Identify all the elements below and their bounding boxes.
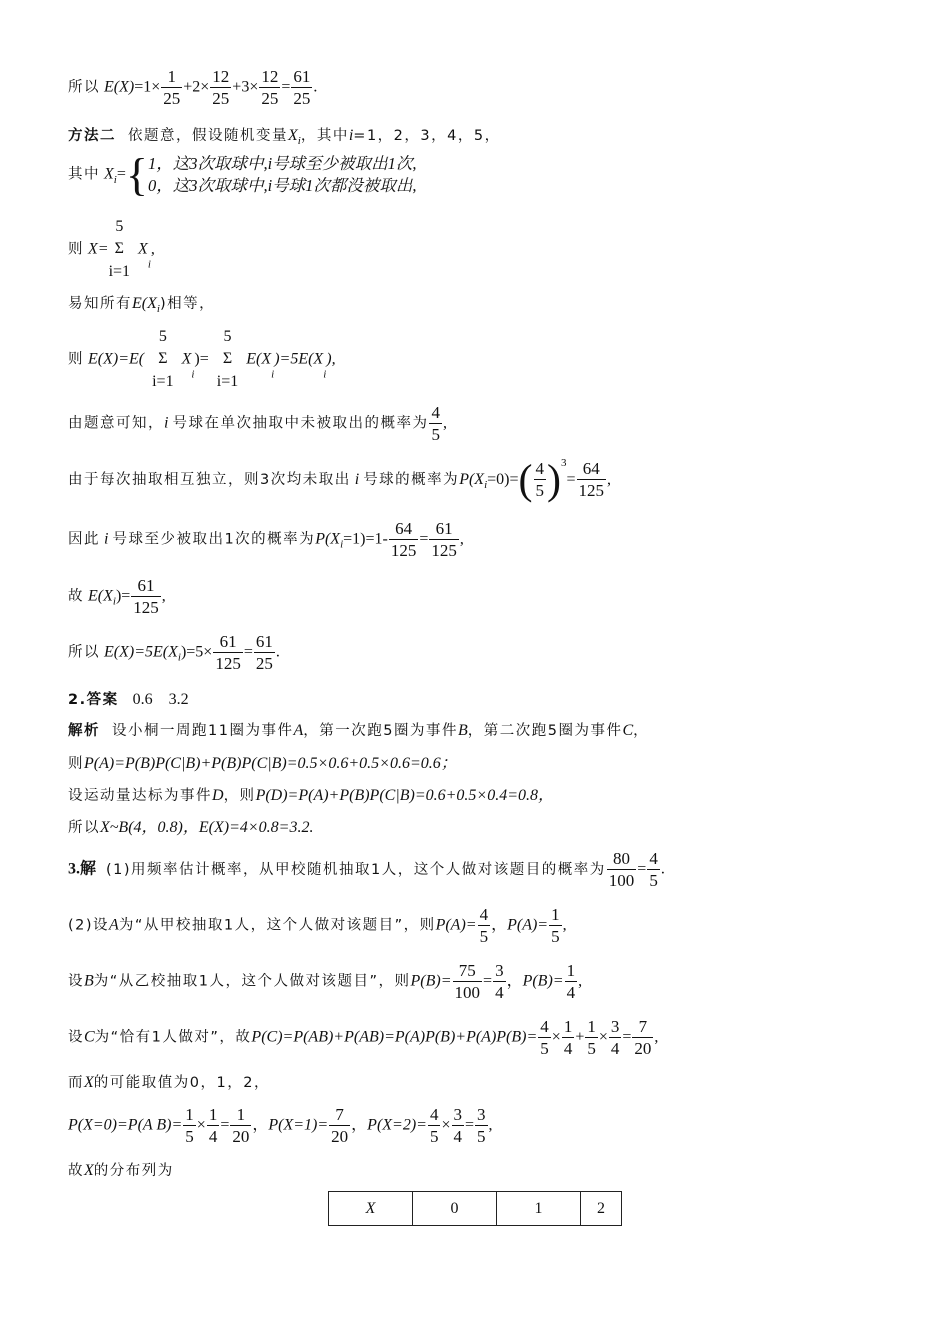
- fraction: $\frac{3}{5}$: [477, 1105, 486, 1146]
- fraction: $\frac{1}{4}$: [563, 1017, 573, 1058]
- q3-distribution-label: 故X的分布列为: [68, 1162, 174, 1179]
- left-brace-icon: {: [125, 149, 148, 200]
- q3-event-b-line: 设B为“从乙校抽取1人，这个人做对该题目”，则P(B)= $\frac{75}{100}$ = $\frac{3}{4}$ ，P(B)= $\frac{1}{4}$ ,: [68, 961, 583, 1002]
- q2-analysis-line: 解析 设小桐一周跑11圈为事件A，第一次跑5圈为事件B，第二次跑5圈为事件C，: [68, 722, 650, 739]
- fraction: $\frac{12}{25}$: [212, 67, 230, 108]
- fraction: $\frac{3}{4}$: [610, 1017, 620, 1058]
- distribution-table: [328, 1191, 622, 1226]
- expectation-final-line: 所以 $E(X)=5E(X_i)=5\times$ $\frac{61}{125}$ = $\frac{61}{25}$ .: [68, 632, 280, 673]
- q3-part1-line: 3.解 (1)用频率估计概率，从甲校随机抽取1人，这个人做对该题目的概率为 $\frac{80}{100}$ = $\frac{4}{5}$ .: [68, 849, 665, 890]
- fraction: $\frac{1}{4}$: [208, 1105, 218, 1146]
- x-sum-line: 则 X= 5 Σ i=1 $X_i$,: [68, 216, 155, 283]
- fraction: $\frac{7}{20}$: [634, 1017, 652, 1058]
- q3-values-line: 而X的可能取值为0，1，2，: [68, 1074, 270, 1091]
- fraction: $\frac{3}{4}$: [495, 961, 504, 1002]
- fraction: $\frac{80}{100}$: [608, 849, 635, 890]
- fraction: $\frac{4}{5}$: [535, 459, 544, 501]
- method-two-line: 方法二 依题意，假设随机变量$X_i$，其中i=1，2，3，4，5，: [68, 127, 501, 148]
- prob-three-line: 由于每次抽取相互独立，则3次均未取出 i 号球的概率为$P(X_i=0)=$( $\frac{4}{5}$ )$^3$= $\frac{64}{125}$ ,: [68, 457, 612, 504]
- q2-answer-line: 2.答案 0.6 3.2: [68, 691, 189, 708]
- fraction: $\frac{61}{25}$: [293, 67, 311, 108]
- fraction: $\frac{4}{5}$: [479, 905, 489, 946]
- fraction: $\frac{4}{5}$: [431, 403, 440, 444]
- q3-probs-line: P(X=0)=P(A B)= $\frac{1}{5}$ × $\frac{1}{4}$ = $\frac{1}{20}$ ，P(X=1)= $\frac{7}{20}$ ，P(X=2)= $\frac{4}{5}$ × $\frac{3}{4}$ = $\frac{3}{5}$ ,: [68, 1105, 493, 1146]
- fraction: $\frac{75}{100}$: [454, 961, 481, 1002]
- xi-definition: 其中 $X_i=${ 1，这3次取球中,i号球至少被取出1次, 0，这3次取球中,i号球1次都没被取出,: [68, 149, 417, 200]
- equal-expectation-line: 易知所有$E(X_i)$相等，: [68, 295, 216, 316]
- fraction: $\frac{1}{4}$: [566, 961, 576, 1002]
- method-two-label: 方法二: [68, 128, 116, 144]
- table-row: X 0 1 2: [329, 1192, 622, 1226]
- q2-line-3: 所以X~B(4，0.8)，E(X)=4×0.8=3.2.: [68, 819, 314, 836]
- expectation-chain-line: 则 E(X)=E( 5 Σ i=1 $X_i)=$ 5 Σ i=1 $E(X_i)=5E(X_i)$,: [68, 326, 336, 393]
- fraction: $\frac{7}{20}$: [331, 1105, 349, 1146]
- fraction: $\frac{4}{5}$: [540, 1017, 549, 1058]
- fraction: $\frac{1}{20}$: [232, 1105, 250, 1146]
- fraction: $\frac{61}{125}$: [431, 519, 457, 560]
- cases: 1，这3次取球中,i号球至少被取出1次, 0，这3次取球中,i号球1次都没被取出,: [147, 153, 417, 195]
- fraction: $\frac{61}{25}$: [255, 632, 273, 673]
- prob-atleast-line: 因此 i 号球至少被取出1次的概率为$P(X_i=1)=1-$ $\frac{64}{125}$ = $\frac{61}{125}$ ,: [68, 519, 464, 560]
- fraction: $\frac{4}{5}$: [429, 1105, 439, 1146]
- fraction: $\frac{1}{5}$: [185, 1105, 194, 1146]
- fraction: $\frac{1}{25}$: [163, 67, 181, 108]
- sigma-icon: 5 Σ i=1: [152, 328, 174, 390]
- prob-single-line: 由题意可知，i 号球在单次抽取中未被取出的概率为 $\frac{4}{5}$ ,: [68, 403, 447, 444]
- q2-line-1: 则P(A)=P(B)P(C|B)+P(B)P(C|B)=0.5×0.6+0.5×0.6=0.6；: [68, 755, 457, 772]
- sigma-icon: 5 Σ i=1: [108, 218, 131, 280]
- fraction: $\frac{1}{5}$: [587, 1017, 596, 1058]
- fraction: $\frac{12}{25}$: [261, 67, 279, 108]
- fraction: $\frac{61}{125}$: [133, 576, 159, 617]
- fraction: $\frac{1}{5}$: [551, 905, 560, 946]
- expectation-xi-line: 故 $E(X_i)=$ $\frac{61}{125}$ ,: [68, 576, 166, 617]
- q2-line-2: 设运动量达标为事件D，则P(D)=P(A)+P(B)P(C|B)=0.6+0.5×0.4=0.8，: [68, 787, 555, 804]
- q3-event-a-line: (2)设A为“从甲校抽取1人，这个人做对该题目”，则P(A)= $\frac{4}{5}$ ，P(A)= $\frac{1}{5}$ ,: [68, 905, 567, 946]
- q3-event-c-line: 设C为“恰有1人做对”，故P(C)=P(AB)+P(AB)=P(A)P(B)+P(A)P(B)= $\frac{4}{5}$ × $\frac{1}{4}$ + $\frac{1}{5}$ × $\frac{3}{4}$ = $\frac{7}{20}$ ,: [68, 1017, 659, 1058]
- fraction: $\frac{3}{4}$: [453, 1105, 462, 1146]
- fraction: $\frac{4}{5}$: [649, 849, 658, 890]
- sigma-icon: 5 Σ i=1: [216, 328, 239, 390]
- fraction: $\frac{64}{125}$: [578, 459, 605, 501]
- expectation-sum-line: 所以 E(X)=1× $\frac{1}{25}$ +2× $\frac{12}{25}$ +3× $\frac{12}{25}$ = $\frac{61}{25}$ .: [68, 67, 318, 108]
- fraction: $\frac{64}{125}$: [390, 519, 417, 560]
- fraction: $\frac{61}{125}$: [215, 632, 241, 673]
